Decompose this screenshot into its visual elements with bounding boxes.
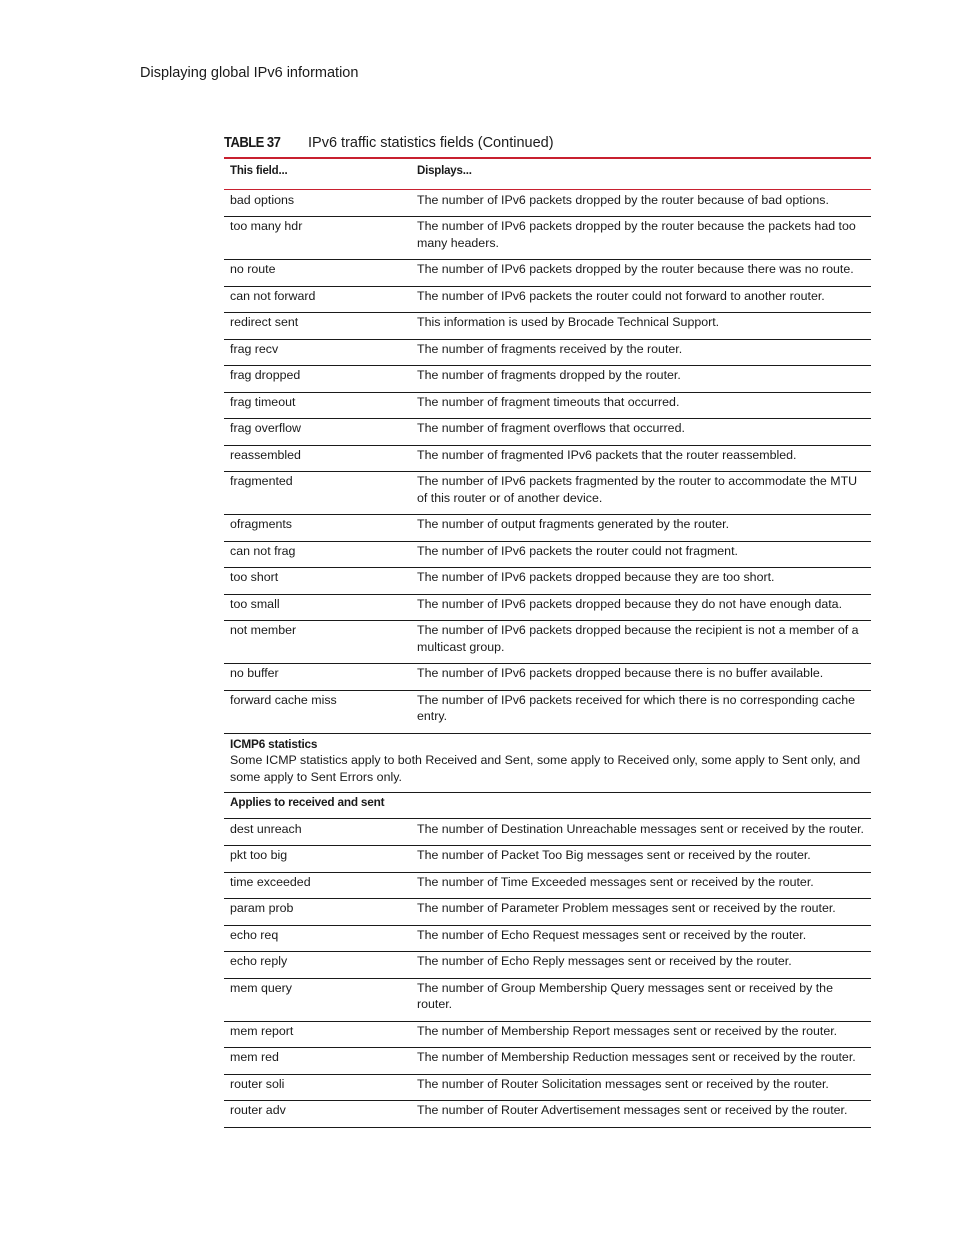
field-description: The number of IPv6 packets dropped because they do not have enough data.	[417, 596, 843, 611]
field-description: The number of Membership Report messages sent or received by the router.	[417, 1023, 838, 1038]
field-name: frag dropped	[230, 368, 301, 382]
field-description: The number of Parameter Problem messages sent or received by the router.	[417, 901, 836, 915]
table-row	[224, 393, 871, 420]
field-name: forward cache miss	[230, 692, 337, 707]
field-name: too many hdr	[230, 219, 303, 233]
field-description: The number of Echo Reply messages sent or received by the router.	[417, 954, 792, 968]
field-description: The number of IPv6 packets dropped by the router because there was no route.	[417, 262, 854, 276]
table-row	[224, 515, 871, 542]
field-description: The number of IPv6 packets dropped because the recipient is not a member of a multicast group.	[417, 623, 859, 654]
table-row	[224, 419, 871, 446]
table-row	[224, 846, 871, 873]
table-row	[224, 691, 871, 734]
table-body-part1	[224, 190, 871, 734]
table-row	[224, 1075, 871, 1102]
table-row	[224, 664, 871, 691]
field-description: The number of Destination Unreachable messages sent or received by the router.	[417, 821, 864, 836]
table-row	[224, 190, 871, 218]
running-header: Displaying global IPv6 information	[140, 65, 359, 81]
table-number: TABLE 37	[224, 135, 281, 151]
table-row	[224, 1022, 871, 1049]
subsection-heading: Applies to received and sent	[224, 793, 871, 819]
field-name: no route	[230, 262, 276, 276]
field-description: The number of fragments received by the router.	[417, 341, 683, 356]
table-row	[224, 1101, 871, 1128]
field-description: The number of Router Solicitation messages sent or received by the router.	[417, 1076, 829, 1091]
field-description: This information is used by Brocade Technical Support.	[417, 315, 720, 329]
field-name: too small	[230, 596, 280, 611]
field-name: dest unreach	[230, 821, 302, 836]
field-description: The number of fragment overflows that occurred.	[417, 421, 685, 435]
field-name: echo req	[230, 927, 279, 942]
field-name: ofragments	[230, 517, 292, 531]
field-description: The number of IPv6 packets received for which there is no corresponding cache entry.	[417, 692, 856, 723]
table-row	[224, 568, 871, 595]
table-row	[224, 926, 871, 953]
field-description: The number of Echo Request messages sent or received by the router.	[417, 927, 807, 942]
field-name: param prob	[230, 901, 294, 915]
field-description: The number of fragmented IPv6 packets that the router reassembled.	[417, 447, 797, 462]
table-row	[224, 446, 871, 473]
table-row	[224, 217, 871, 260]
field-name: mem red	[230, 1050, 279, 1064]
field-name: bad options	[230, 192, 295, 207]
table-caption	[224, 135, 871, 151]
field-description: The number of IPv6 packets the router could not forward to another router.	[417, 288, 825, 303]
field-name: fragmented	[230, 474, 293, 488]
column-header-displays: Displays...	[417, 165, 472, 177]
statistics-table	[224, 157, 871, 1128]
field-description: The number of fragment timeouts that occurred.	[417, 394, 680, 409]
field-name: can not frag	[230, 543, 296, 558]
field-description: The number of Time Exceeded messages sent or received by the router.	[417, 874, 814, 889]
field-description: The number of output fragments generated by the router.	[417, 517, 730, 531]
table-body-part2	[224, 819, 871, 1128]
section-title: ICMP6 statistics	[230, 736, 318, 751]
field-description: The number of IPv6 packets fragmented by the router to accommodate the MTU of this router or of another device.	[417, 474, 858, 505]
field-name: router soli	[230, 1076, 285, 1091]
table-row	[224, 287, 871, 314]
field-name: mem report	[230, 1023, 294, 1038]
field-description: The number of IPv6 packets dropped by the router because the packets had too many headers.	[417, 219, 856, 250]
table-row	[224, 1048, 871, 1075]
table-row	[224, 260, 871, 287]
field-description: The number of IPv6 packets the router could not fragment.	[417, 543, 738, 558]
field-description: The number of IPv6 packets dropped because there is no buffer available.	[417, 666, 824, 680]
table-row	[224, 873, 871, 900]
field-name: redirect sent	[230, 315, 299, 329]
table-row	[224, 899, 871, 926]
table-row	[224, 313, 871, 340]
table-row	[224, 979, 871, 1022]
section-text: Some ICMP statistics apply to both Received and Sent, some apply to Received only, some apply to Sent only, and some apply to Sent Errors only.	[230, 753, 861, 784]
table-row	[224, 819, 871, 847]
table-row	[224, 952, 871, 979]
field-name: reassembled	[230, 447, 301, 462]
field-name: mem query	[230, 980, 292, 995]
field-name: frag overflow	[230, 421, 301, 435]
field-description: The number of Membership Reduction messages sent or received by the router.	[417, 1050, 856, 1064]
field-name: frag timeout	[230, 394, 296, 409]
field-name: can not forward	[230, 288, 316, 303]
column-header-field: This field...	[230, 165, 288, 177]
table-row	[224, 472, 871, 515]
field-description: The number of IPv6 packets dropped because they are too short.	[417, 570, 775, 584]
field-description: The number of Group Membership Query messages sent or received by the router.	[417, 980, 833, 1011]
field-name: frag recv	[230, 341, 279, 356]
field-name: no buffer	[230, 666, 279, 680]
table-title: IPv6 traffic statistics fields (Continued)	[308, 135, 554, 151]
field-description: The number of fragments dropped by the router.	[417, 368, 681, 382]
field-name: pkt too big	[230, 848, 288, 862]
field-name: too short	[230, 570, 279, 584]
field-name: router adv	[230, 1103, 286, 1117]
table-row	[224, 621, 871, 664]
table-row	[224, 366, 871, 393]
field-description: The number of IPv6 packets dropped by the router because of bad options.	[417, 192, 829, 207]
table-row	[224, 542, 871, 569]
field-name: time exceeded	[230, 874, 311, 889]
field-description: The number of Packet Too Big messages sent or received by the router.	[417, 848, 811, 862]
field-description: The number of Router Advertisement messages sent or received by the router.	[417, 1103, 848, 1117]
field-name: not member	[230, 623, 297, 637]
field-name: echo reply	[230, 954, 288, 968]
table-row	[224, 595, 871, 622]
table-row	[224, 340, 871, 367]
table-header-row	[224, 159, 871, 190]
icmp6-section	[224, 734, 871, 794]
